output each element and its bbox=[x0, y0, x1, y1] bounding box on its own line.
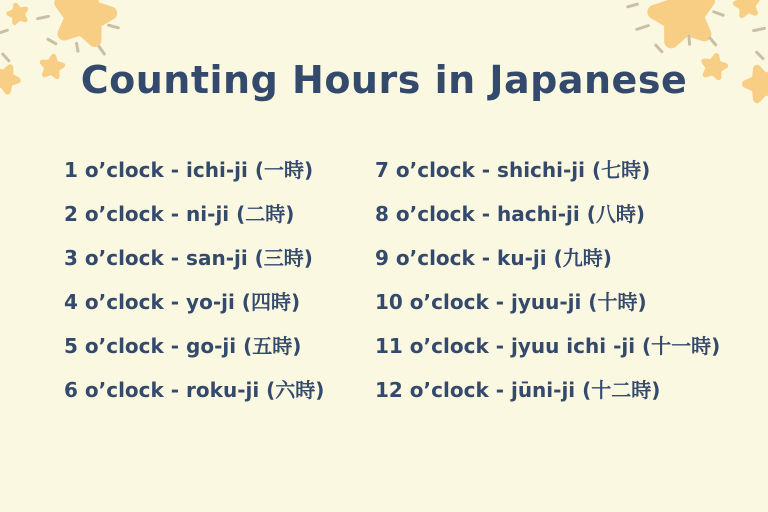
hour-entry-9: 9 o’clock - ku-ji (九時) bbox=[375, 246, 612, 270]
sparkle-line bbox=[626, 2, 639, 8]
hour-entry-12: 12 o’clock - jūni-ji (十二時) bbox=[375, 378, 661, 402]
hours-list bbox=[64, 158, 744, 403]
sparkle-line bbox=[107, 23, 120, 29]
star-icon bbox=[632, 0, 734, 66]
hour-entry-5: 5 o’clock - go-ji (五時) bbox=[64, 334, 302, 358]
hour-entry-7: 7 o’clock - shichi-ji (七時) bbox=[375, 158, 651, 182]
sparkle-line bbox=[712, 10, 725, 17]
sparkle-line bbox=[635, 24, 650, 31]
sparkle-line bbox=[75, 42, 79, 53]
sparkle-line bbox=[36, 15, 50, 20]
hours-column-right bbox=[375, 158, 744, 403]
sparkle-line bbox=[654, 43, 664, 54]
hour-entry-3: 3 o’clock - san-ji (三時) bbox=[64, 246, 313, 270]
hour-entry-8: 8 o’clock - hachi-ji (八時) bbox=[375, 202, 645, 226]
sparkle-line bbox=[688, 35, 691, 46]
sparkle-line bbox=[0, 28, 9, 34]
hour-entry-10: 10 o’clock - jyuu-ji (十時) bbox=[375, 290, 647, 314]
sparkle-line bbox=[46, 37, 58, 45]
sparkle-line bbox=[752, 27, 766, 32]
star-icon bbox=[727, 0, 766, 25]
star-icon bbox=[1, 0, 35, 31]
hour-entry-1: 1 o’clock - ichi-ji (一時) bbox=[64, 158, 314, 182]
hour-entry-4: 4 o’clock - yo-ji (四時) bbox=[64, 290, 301, 314]
page-title: Counting Hours in Japanese bbox=[80, 58, 688, 102]
sparkle-line bbox=[98, 45, 107, 56]
hour-entry-11: 11 o’clock - jyuu ichi -ji (十一時) bbox=[375, 334, 721, 358]
star-icon bbox=[37, 0, 132, 63]
hours-column-left bbox=[64, 158, 375, 403]
hour-entry-6: 6 o’clock - roku-ji (六時) bbox=[64, 378, 325, 402]
sparkle-line bbox=[708, 36, 718, 47]
hour-entry-2: 2 o’clock - ni-ji (二時) bbox=[64, 202, 295, 226]
